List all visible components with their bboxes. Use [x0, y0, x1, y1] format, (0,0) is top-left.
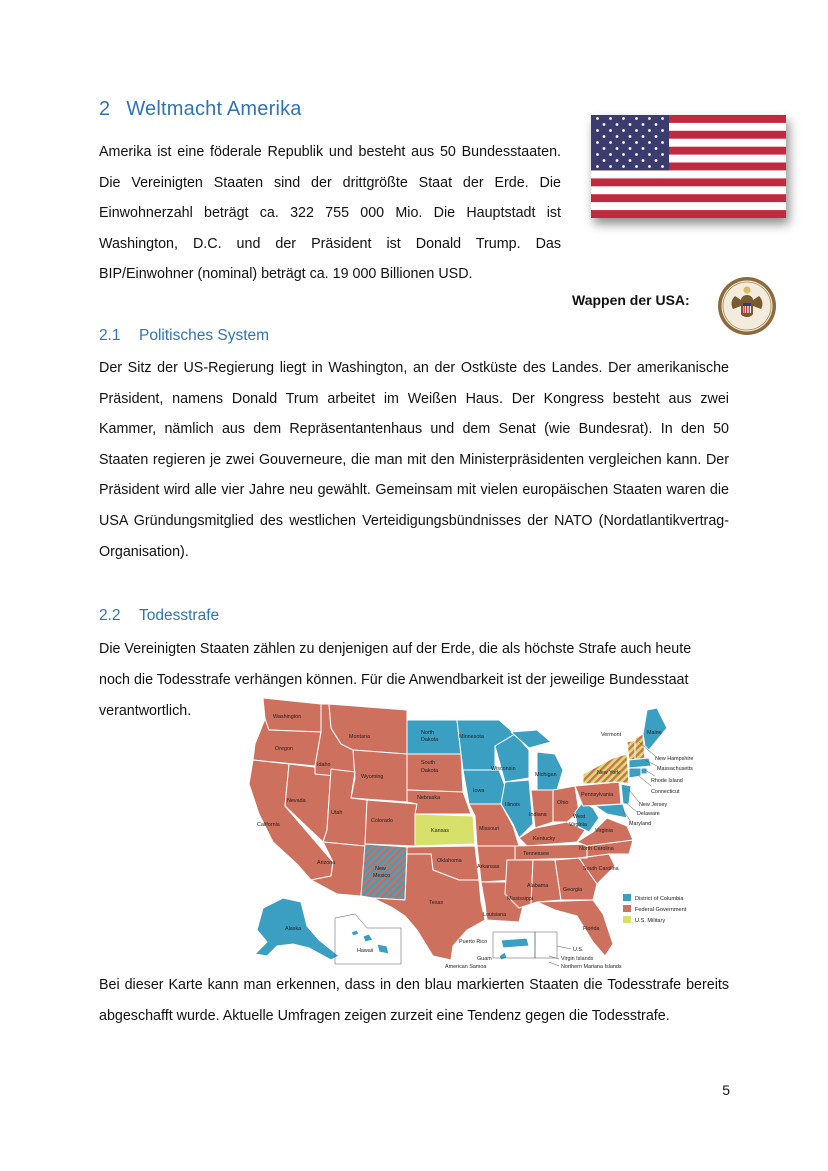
flag-star	[622, 165, 625, 168]
label-kentucky: Kentucky	[533, 836, 556, 842]
legend-label-us-military: U.S. Military	[635, 918, 666, 924]
label-georgia: Georgia	[563, 887, 583, 893]
state-vermont	[627, 740, 635, 760]
flag-star	[661, 117, 664, 120]
flag-star	[616, 147, 619, 150]
label-florida: Florida	[583, 926, 600, 932]
flag-star	[596, 117, 599, 120]
label-virginia: Virginia	[595, 828, 613, 834]
flag-star	[603, 159, 606, 162]
state-new-jersey	[621, 784, 631, 804]
flag-star	[609, 141, 612, 144]
territory-guam	[499, 952, 507, 960]
label-washington: Washington	[273, 714, 302, 720]
label-us: U.S.	[573, 947, 584, 953]
todesstrafe-line-1: Die Vereinigten Staaten zählen zu denjenigen auf der Erde, die als höchste Strafe auch heute	[99, 641, 692, 657]
label-west-virginia: Virginia	[569, 822, 587, 828]
page-number: 5	[722, 1082, 730, 1098]
flag-star	[616, 135, 619, 138]
flag-star	[661, 129, 664, 132]
label-ohio: Ohio	[557, 800, 569, 806]
label-wisconsin: Wisconsin	[491, 766, 516, 772]
flag-star	[642, 147, 645, 150]
flag-star	[603, 123, 606, 126]
flag-star	[642, 159, 645, 162]
label-nebraska: Nebraska	[417, 795, 441, 801]
chapter-heading	[99, 98, 302, 121]
label-maine: Maine	[647, 730, 662, 736]
label-guam: Guam	[477, 956, 492, 962]
state-new-mexico	[361, 844, 407, 900]
label-colorado: Colorado	[371, 818, 393, 824]
flag-star	[629, 135, 632, 138]
label-puerto-rico: Puerto Rico	[459, 939, 488, 945]
label-nevada: Nevada	[287, 798, 306, 804]
flag-star	[609, 165, 612, 168]
flag-star	[629, 159, 632, 162]
state-michigan	[537, 752, 563, 790]
label-utah: Utah	[331, 810, 343, 816]
state-maryland	[595, 804, 627, 818]
label-iowa: Iowa	[473, 788, 485, 794]
flag-star	[635, 117, 638, 120]
label-new-jersey: New Jersey	[639, 802, 668, 808]
section-number: 2.2	[99, 607, 121, 624]
flag-star	[648, 165, 651, 168]
state-iowa	[463, 770, 505, 804]
label-virgin-islands: Virgin Islands	[561, 956, 594, 962]
label-alabama: Alabama	[527, 883, 549, 889]
label-west-virginia: West	[573, 814, 586, 820]
flag-star	[622, 129, 625, 132]
flag-star	[635, 141, 638, 144]
seal-caption: Wappen der USA:	[572, 292, 690, 308]
label-pennsylvania: Pennsylvania	[581, 792, 614, 798]
flag-star	[603, 147, 606, 150]
flag-star	[596, 165, 599, 168]
flag-star	[609, 153, 612, 156]
flag-star	[635, 165, 638, 168]
flag-star	[622, 117, 625, 120]
flag-star	[603, 135, 606, 138]
state-new-york	[583, 754, 629, 784]
flag-star	[655, 159, 658, 162]
label-south-carolina: South Carolina	[583, 866, 619, 872]
state-indiana	[531, 790, 553, 828]
label-maryland: Maryland	[629, 821, 652, 827]
territory-puerto-rico	[501, 938, 529, 948]
label-rhode-island: Rhode Island	[651, 778, 683, 784]
label-south-dakota: South	[421, 760, 436, 766]
legend-label-district-of-columbia: District of Columbia	[635, 896, 684, 902]
label-wyoming: Wyoming	[361, 774, 384, 780]
label-north-carolina: North Carolina	[579, 846, 614, 852]
label-arkansas: Arkansas	[477, 864, 500, 870]
label-new-mexico: New	[375, 866, 386, 872]
politisches-system-paragraph: Der Sitz der US-Regierung liegt in Washington, an der Ostküste des Landes. Der amerikanische Präsident, namens Donald Trum arbeitet im Weißen Haus. Der Kongress besteht aus zwei Kammer, nämlich aus dem Repräsentantenhaus und dem Senat (wie Bundesrat). In den 50 Staaten regieren je zwei Gouverneure, die man mit den Ministerpräsidenten vergleichen kann. Der Präsident wird alle vier Jahre neu gewählt. Gemeinsam mit vielen europäischen Staaten waren die USA Gründungsmitglied des westlichen Verteidigungsbündnisses der NATO (Nordatlantikvertrag-Organisation).	[99, 360, 729, 560]
flag-star	[661, 165, 664, 168]
state-rhode-island	[641, 768, 647, 774]
us-flag-image	[591, 115, 786, 218]
after-map-paragraph: Bei dieser Karte kann man erkennen, dass in den blau markierten Staaten die Todesstrafe bereits abgeschafft wurde. Aktuelle Umfragen zeigen zurzeit eine Tendenz gegen die Todesstrafe.	[99, 977, 729, 1024]
label-arizona: Arizona	[317, 860, 336, 866]
label-massachusetts: Massachusetts	[657, 766, 693, 772]
flag-star	[661, 141, 664, 144]
flag-star	[648, 153, 651, 156]
section-title: Todesstrafe	[139, 607, 220, 624]
flag-star	[596, 153, 599, 156]
flag-star	[596, 141, 599, 144]
death-penalty-map	[237, 694, 712, 972]
chapter-number: 2	[99, 98, 111, 120]
section-heading-politisches-system	[99, 327, 269, 345]
label-mississippi: Mississippi	[507, 896, 534, 902]
flag-star	[642, 135, 645, 138]
label-alaska: Alaska	[285, 926, 302, 932]
label-new-hampshire: New Hampshire	[655, 756, 694, 762]
label-oklahoma: Oklahoma	[437, 858, 462, 864]
todesstrafe-line-2: noch die Todesstrafe verhängen können. Für die Anwendbarkeit ist der jeweilige Bundesstaat	[99, 672, 689, 688]
flag-star	[655, 123, 658, 126]
flag-star	[655, 135, 658, 138]
chapter-title: Weltmacht Amerika	[126, 98, 302, 120]
label-louisiana: Louisiana	[483, 912, 507, 918]
flag-star	[609, 117, 612, 120]
label-south-dakota: Dakota	[421, 768, 439, 774]
label-idaho: Idaho	[317, 762, 331, 768]
label-vermont: Vermont	[601, 732, 622, 738]
label-indiana: Indiana	[529, 812, 547, 818]
flag-star	[648, 141, 651, 144]
us-seal-image	[717, 276, 777, 336]
section-heading-todesstrafe	[99, 607, 219, 625]
label-connecticut: Connecticut	[651, 789, 680, 795]
map-legend	[623, 894, 687, 924]
flag-star	[596, 129, 599, 132]
label-american-samoa: American Samoa	[445, 964, 487, 970]
flag-star	[629, 123, 632, 126]
flag-star	[635, 153, 638, 156]
flag-star	[616, 123, 619, 126]
flag-star	[622, 153, 625, 156]
flag-star	[655, 147, 658, 150]
todesstrafe-line-3: verantwortlich.	[99, 703, 192, 719]
label-california: California	[257, 822, 280, 828]
label-michigan: Michigan	[535, 772, 557, 778]
state-massachusetts	[629, 758, 651, 768]
label-north-dakota: Dakota	[421, 737, 439, 743]
label-tennessee: Tennessee	[523, 851, 550, 857]
label-new-mexico: Mexico	[373, 873, 391, 879]
flag-star	[629, 147, 632, 150]
section-number: 2.1	[99, 327, 121, 344]
state-maine	[643, 708, 667, 750]
intro-paragraph: Amerika ist eine föderale Republik und besteht aus 50 Bundesstaaten. Die Vereinigten Staaten sind der drittgrößte Staat der Erde. Die Einwohnerzahl beträgt ca. 322 755 000 Mio. Die Hauptstadt ist Washington, D.C. und der Präsident ist Donald Trump. Das BIP/Einwohner (nominal) beträgt ca. 19 000 Billionen USD.	[99, 144, 561, 283]
flag-star	[661, 153, 664, 156]
label-hawaii: Hawaii	[357, 948, 374, 954]
label-montana: Montana	[349, 734, 370, 740]
label-new-york: New York	[597, 770, 620, 776]
label-illinois: Illinois	[505, 802, 520, 808]
label-oregon: Oregon	[275, 746, 293, 752]
label-texas: Texas	[429, 900, 444, 906]
legend-label-federal-government: Federal Government	[635, 907, 687, 913]
flag-star	[616, 159, 619, 162]
label-missouri: Missouri	[479, 826, 500, 832]
flag-star	[648, 129, 651, 132]
flag-star	[609, 129, 612, 132]
state-nebraska	[407, 790, 471, 814]
label-kansas: Kansas	[431, 828, 449, 834]
label-north-dakota: North	[421, 730, 435, 736]
flag-star	[648, 117, 651, 120]
label-delaware: Delaware	[637, 811, 660, 817]
flag-star	[642, 123, 645, 126]
label-northern-mariana: Northern Mariana Islands	[561, 964, 622, 970]
label-minnesota: Minnesota	[459, 734, 484, 740]
flag-star	[622, 141, 625, 144]
flag-star	[635, 129, 638, 132]
section-title: Politisches System	[139, 327, 270, 344]
state-connecticut	[629, 768, 641, 778]
